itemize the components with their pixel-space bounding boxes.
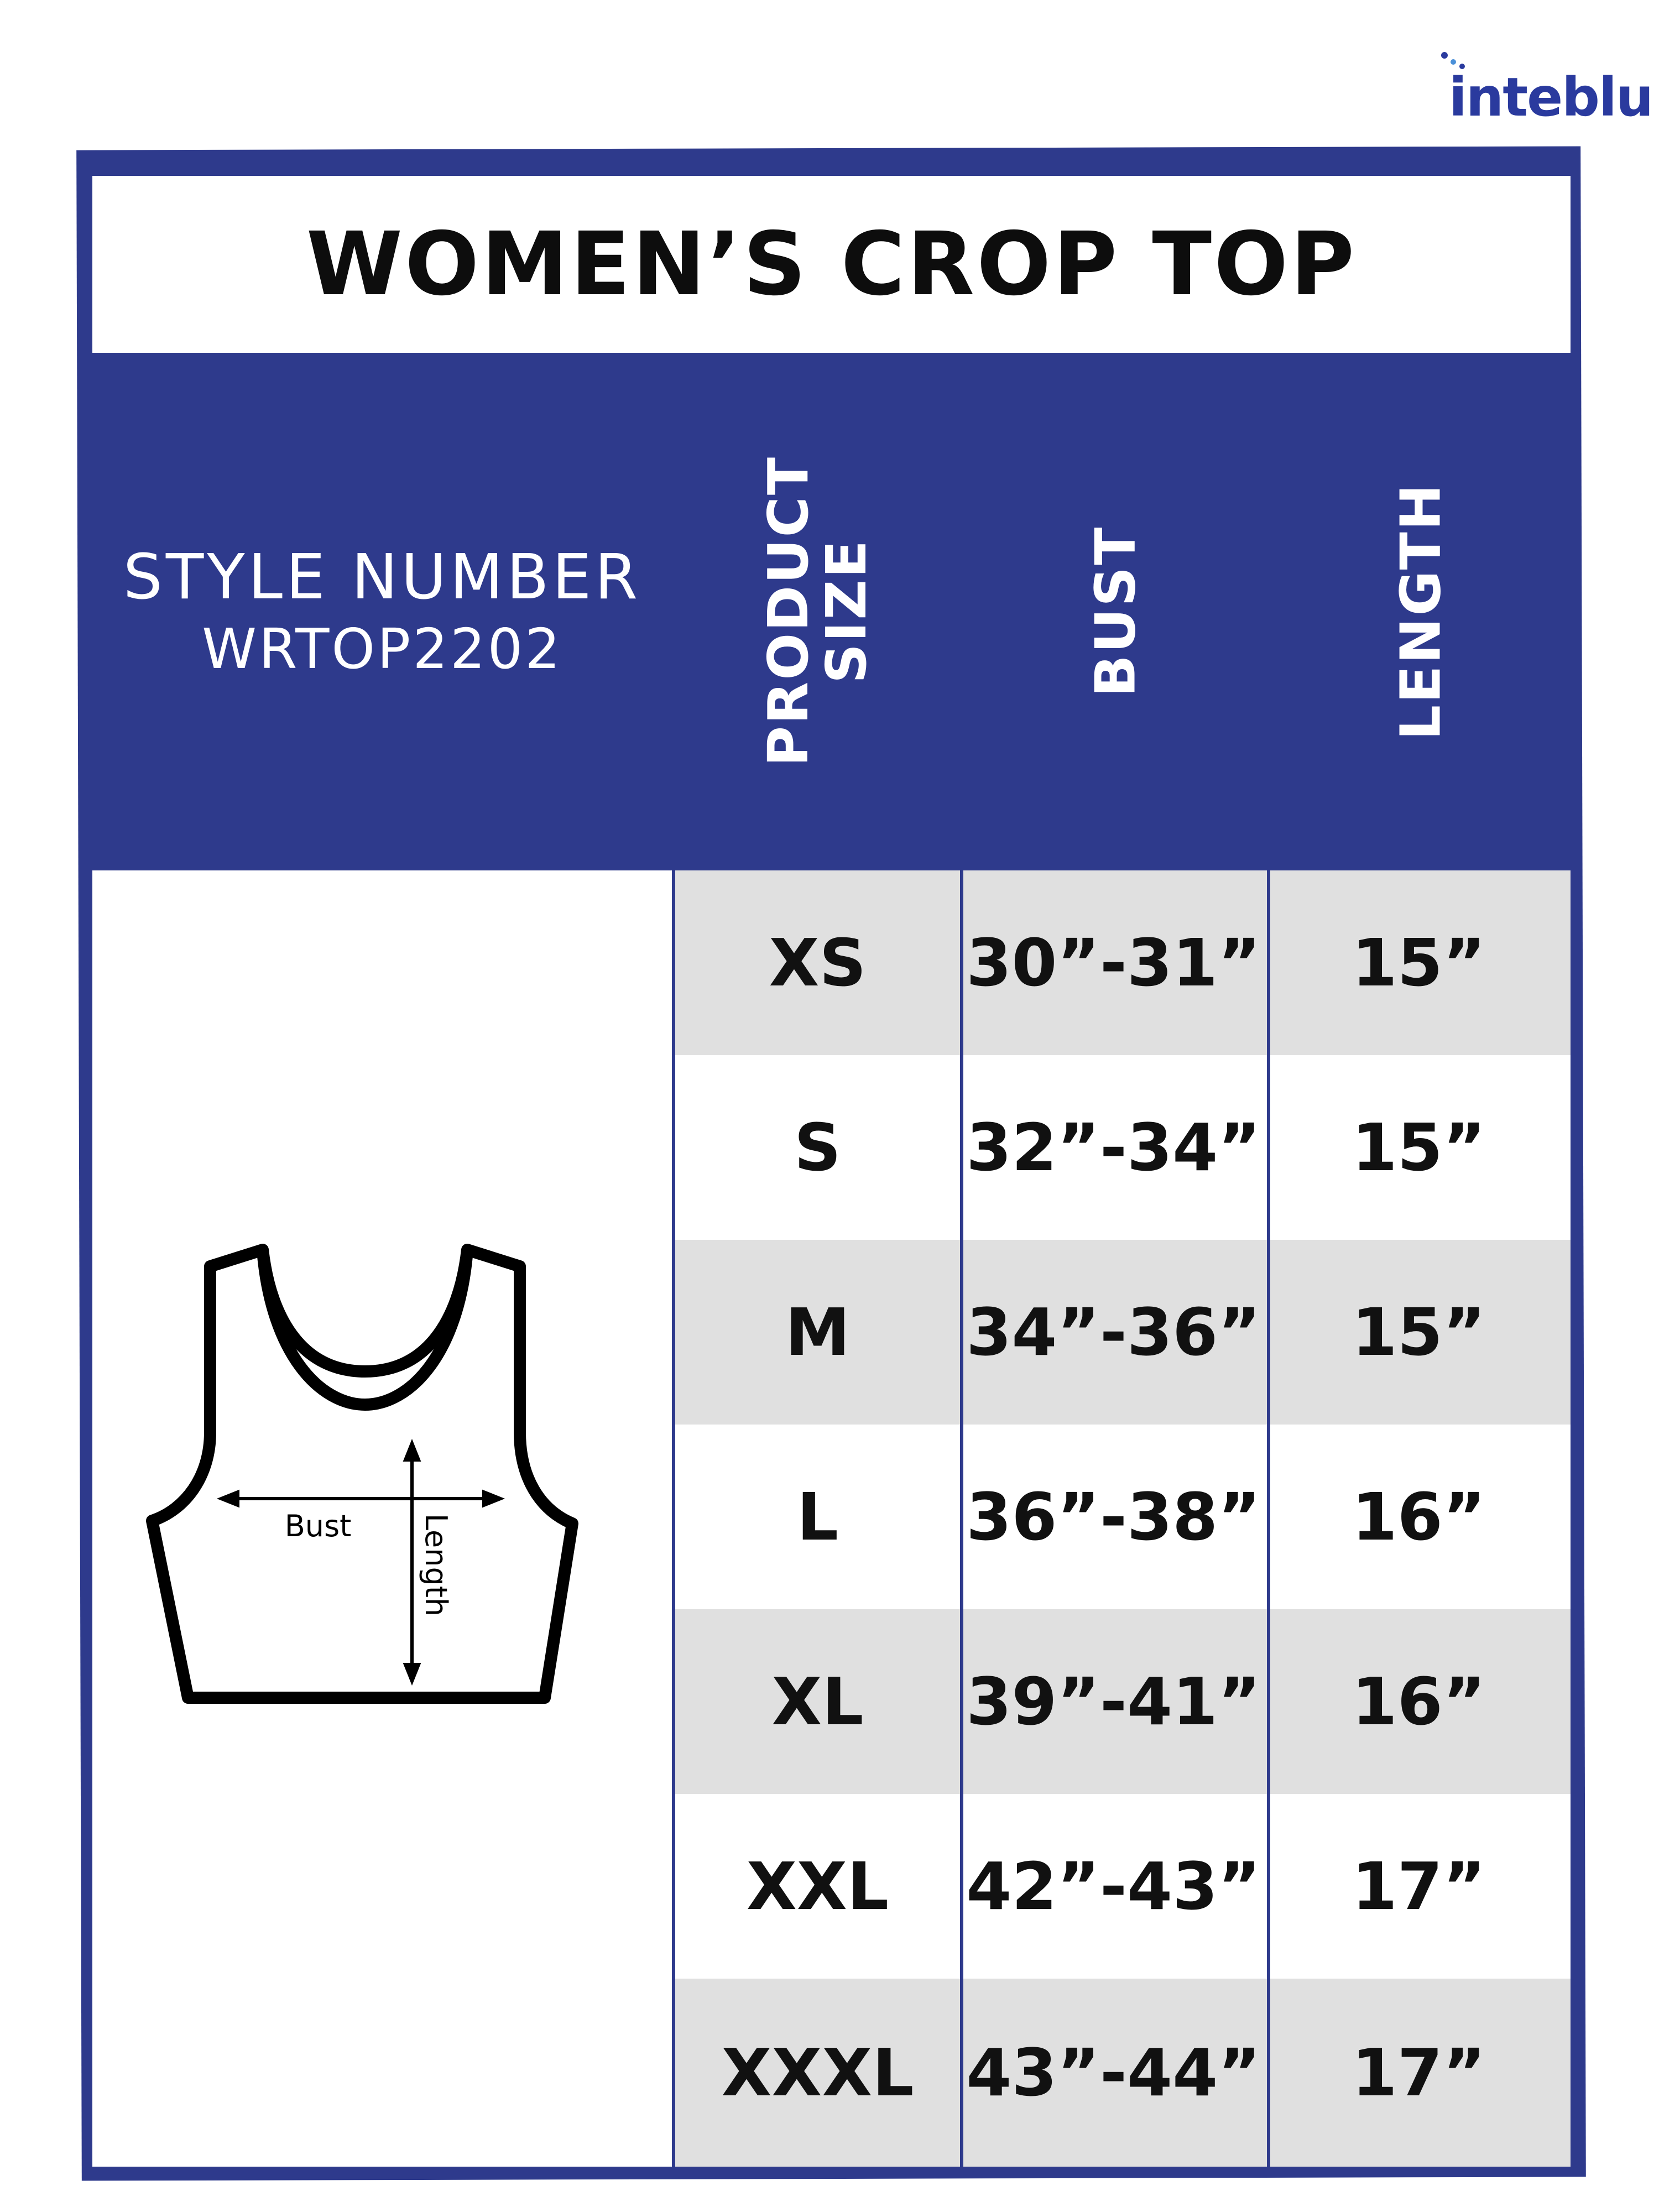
header-length-label: LENGTH bbox=[1387, 482, 1453, 740]
crop-top-diagram bbox=[138, 1233, 597, 1720]
header-bust-label: BUST bbox=[1083, 525, 1147, 697]
bust-cell: 43”-44” bbox=[966, 2034, 1261, 2111]
length-cell: 15” bbox=[1352, 925, 1486, 1001]
page-title: WOMEN’S CROP TOP bbox=[306, 213, 1357, 315]
header-product-size-line1: PRODUCT bbox=[756, 455, 821, 767]
length-cell: 16” bbox=[1352, 1479, 1486, 1555]
brand-name: inteblu bbox=[1449, 66, 1653, 128]
size-cell: XS bbox=[769, 925, 867, 1001]
size-cell: XXXL bbox=[721, 2034, 914, 2111]
header-length bbox=[1270, 354, 1571, 868]
table-row bbox=[675, 870, 1571, 1055]
bust-cell: 42”-43” bbox=[966, 1848, 1261, 1924]
length-cell: 16” bbox=[1352, 1663, 1486, 1740]
bust-cell: 39”-41” bbox=[966, 1663, 1261, 1740]
size-cell: L bbox=[796, 1479, 839, 1555]
brand-logo bbox=[1438, 39, 1653, 128]
length-cell: 17” bbox=[1352, 1848, 1486, 1924]
header-bust bbox=[963, 354, 1267, 868]
bust-cell: 30”-31” bbox=[966, 925, 1261, 1001]
length-label: Length bbox=[419, 1513, 453, 1617]
table-row bbox=[675, 1794, 1571, 1979]
table-row bbox=[675, 1609, 1571, 1794]
table-row bbox=[675, 1425, 1571, 1609]
size-cell: XL bbox=[771, 1663, 864, 1740]
style-number-label: STYLE NUMBER bbox=[123, 541, 641, 613]
bust-cell: 32”-34” bbox=[966, 1109, 1261, 1186]
size-table bbox=[675, 870, 1571, 2167]
bust-cell: 36”-38” bbox=[966, 1479, 1261, 1555]
style-number-value: WRTOP2202 bbox=[202, 616, 562, 681]
crop-top-outline bbox=[152, 1250, 572, 1698]
title-box bbox=[92, 176, 1571, 353]
style-number-header bbox=[92, 354, 672, 868]
table-row bbox=[675, 1240, 1571, 1425]
table-row bbox=[675, 1979, 1571, 2167]
length-cell: 15” bbox=[1352, 1109, 1486, 1186]
bust-cell: 34”-36” bbox=[966, 1294, 1261, 1370]
column-divider bbox=[1267, 354, 1270, 2167]
size-cell: XXL bbox=[746, 1848, 889, 1924]
bust-label: Bust bbox=[284, 1509, 352, 1543]
column-divider bbox=[672, 354, 675, 2167]
length-cell: 17” bbox=[1352, 2034, 1486, 2111]
size-cell: M bbox=[785, 1294, 851, 1370]
size-cell: S bbox=[794, 1109, 841, 1186]
length-cell: 15” bbox=[1352, 1294, 1486, 1370]
header-product-size bbox=[675, 354, 960, 868]
column-divider bbox=[960, 354, 963, 2167]
header-product-size-line2: SIZE bbox=[814, 538, 879, 684]
table-row bbox=[675, 1055, 1571, 1240]
